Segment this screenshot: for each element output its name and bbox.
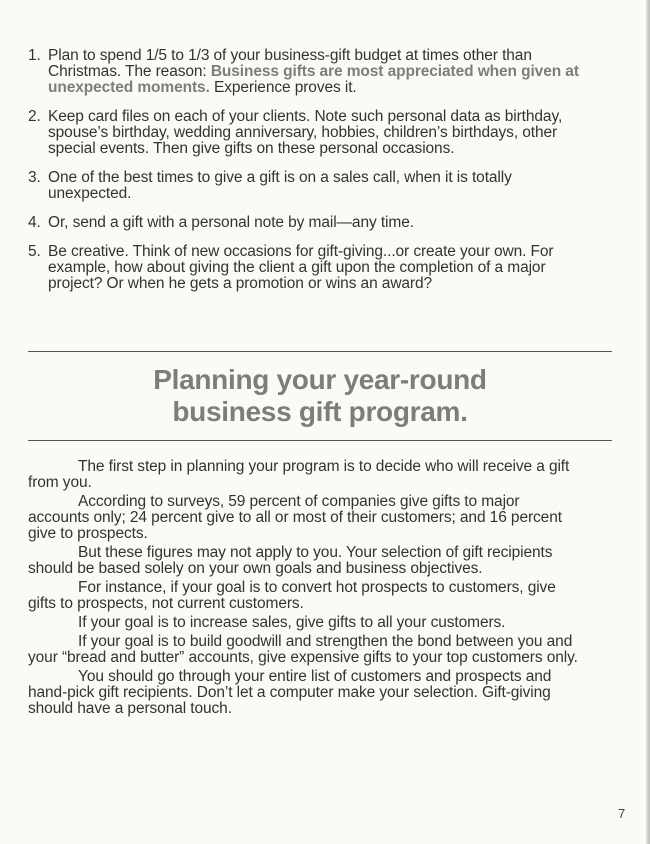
list-item xyxy=(28,170,598,202)
paragraph: According to surveys, 59 percent of companies give gifts to major accounts only; 24 percent give to all or most of their customers; and 16 percent give to prospects. xyxy=(28,493,562,542)
bottom-divider xyxy=(28,440,612,441)
top-divider xyxy=(28,351,612,352)
list-item xyxy=(28,48,598,96)
paragraph: But these figures may not apply to you. Your selection of gift recipients should be based solely on your own goals and business objectives. xyxy=(28,544,553,577)
page-number: 7 xyxy=(618,806,626,821)
section-heading-line2: business gift program. xyxy=(172,396,468,427)
list-item-text-after: Experience proves it. xyxy=(209,79,357,96)
emphasis-text: Business gifts are most appreciated when given at unexpected moments. xyxy=(48,63,579,96)
paragraph: The first step in planning your program is to decide who will receive a gift from you. xyxy=(28,458,570,491)
paragraph: If your goal is to build goodwill and strengthen the bond between you and your “bread and butter” accounts, give expensive gifts to your top customers only. xyxy=(28,633,578,666)
tips-list xyxy=(28,48,598,305)
list-item-number: 3. xyxy=(28,169,41,186)
list-item-text: Keep card files on each of your clients. Note such personal data as birthday, spouse’s birthday, wedding anniversary, hobbies, children’s birthdays, other special events. Then give gifts on these personal occasions. xyxy=(48,108,563,157)
section-heading-line1: Planning your year-round xyxy=(153,364,487,395)
paragraph: If your goal is to increase sales, give gifts to all your customers. xyxy=(78,614,506,631)
list-item xyxy=(28,244,598,292)
list-item-number: 1. xyxy=(28,47,41,64)
paragraph: For instance, if your goal is to convert hot prospects to customers, give gifts to prospects, not current customers. xyxy=(28,579,556,612)
page-edge xyxy=(646,0,650,844)
list-item xyxy=(28,109,598,157)
paragraph: You should go through your entire list of customers and prospects and hand-pick gift recipients. Don’t let a computer make your selection. Gift-giving should have a personal touch. xyxy=(28,668,552,717)
body-text xyxy=(28,459,578,720)
list-item-text: Plan to spend 1/5 to 1/3 of your business-gift budget at times other than Christmas. The reason: xyxy=(48,47,532,80)
list-item-text: One of the best times to give a gift is on a sales call, when it is totally unexpected. xyxy=(48,169,512,202)
list-item-number: 4. xyxy=(28,214,41,231)
list-item-text: Be creative. Think of new occasions for gift-giving...or create your own. For example, how about giving the client a gift upon the completion of a major project? Or when he gets a promotion or wins an award? xyxy=(48,243,554,292)
list-item-number: 5. xyxy=(28,243,41,260)
list-item-text: Or, send a gift with a personal note by mail—any time. xyxy=(48,214,414,231)
section-heading xyxy=(28,364,612,428)
list-item xyxy=(28,215,598,231)
list-item-number: 2. xyxy=(28,108,41,125)
